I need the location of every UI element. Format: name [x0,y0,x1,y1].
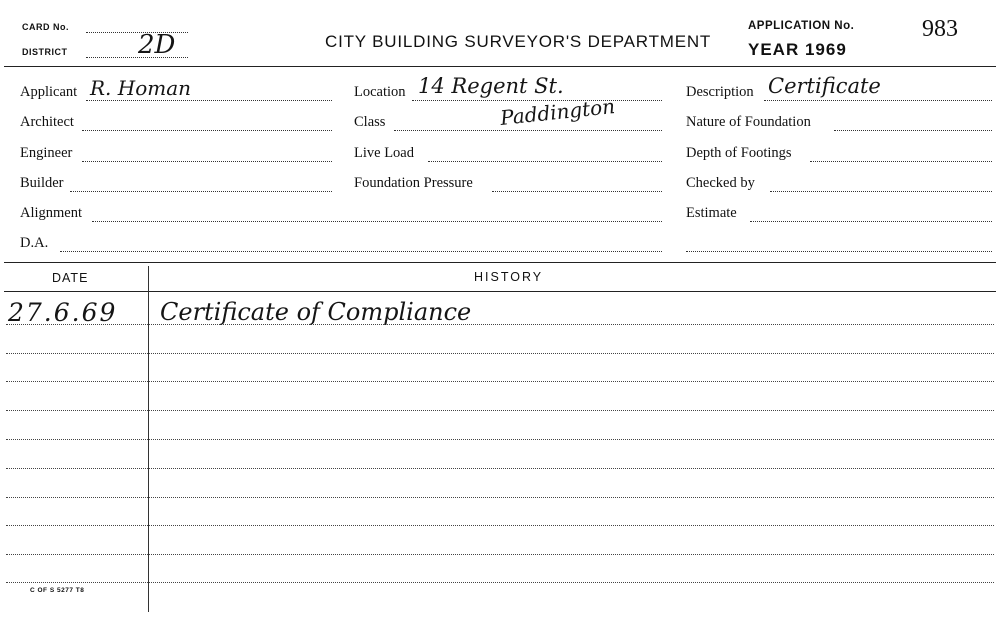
history-row-rule [6,525,994,526]
alignment-label: Alignment [20,205,83,221]
architect-line [82,130,332,131]
history-entry-date: 27.6.69 [8,298,118,327]
card-no-label: CARD No. [22,22,69,32]
alignment-line [92,221,662,222]
builder-label: Builder [20,175,64,191]
estimate-label: Estimate [686,205,737,221]
form-code: C OF S 5277 T8 [30,587,85,594]
class-label: Class [354,114,386,130]
year-label: YEAR 1969 [748,40,847,59]
header-rule [4,66,996,67]
applicant-line [86,100,332,101]
depth-of-footings-label: Depth of Footings [686,145,792,161]
history-row-rule [6,439,994,440]
district-label: DISTRICT [22,47,68,57]
estimate-line [750,221,992,222]
history-entry-text: Certificate of Compliance [160,298,472,326]
history-row-rule [6,468,994,469]
depth-of-footings-line [810,161,992,162]
history-row-rule [6,497,994,498]
history-row-rule [6,353,994,354]
application-number: 983 [922,16,958,42]
application-label: APPLICATION No. [748,20,855,32]
nature-of-foundation-label: Nature of Foundation [686,114,811,130]
location-line [412,100,662,101]
history-row-rule [6,554,994,555]
description-line [764,100,992,101]
live-load-line [428,161,662,162]
location-value-line2: Paddington [499,94,617,130]
date-header: DATE [52,271,89,285]
da-line [60,251,662,252]
description-label: Description [686,84,754,100]
location-value: 14 Regent St. [418,74,564,98]
foundation-pressure-label: Foundation Pressure [354,175,473,191]
history-header-rule [4,291,996,292]
applicant-value: R. Homan [90,76,192,100]
da-label: D.A. [20,235,49,251]
foundation-pressure-line [492,191,662,192]
architect-label: Architect [20,114,74,130]
extra-right-line [686,251,992,252]
builder-line [70,191,332,192]
class-line [394,130,662,131]
history-row-rule [6,381,994,382]
engineer-label: Engineer [20,145,73,161]
description-value: Certificate [768,74,881,98]
checked-by-label: Checked by [686,175,755,191]
department-title: CITY BUILDING SURVEYOR'S DEPARTMENT [325,32,712,51]
nature-of-foundation-line [834,130,992,131]
history-row-rule [6,582,994,583]
district-value: 2D [138,30,176,60]
location-label: Location [354,84,406,100]
applicant-label: Applicant [20,84,78,100]
history-row-rule [6,410,994,411]
history-top-rule [4,262,996,263]
history-header: HISTORY [474,270,544,284]
history-row-rule [6,324,994,325]
checked-by-line [770,191,992,192]
live-load-label: Live Load [354,145,414,161]
engineer-line [82,161,332,162]
